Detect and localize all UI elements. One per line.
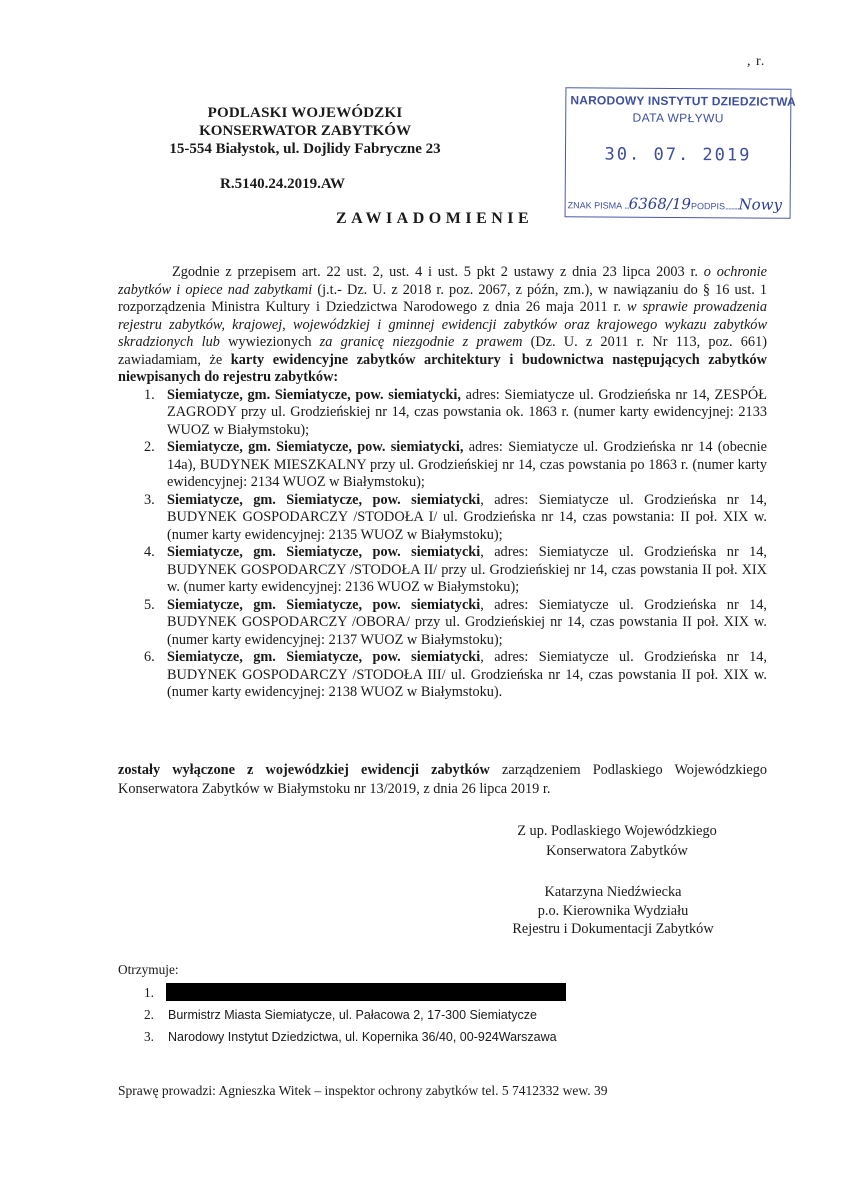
document-title: ZAWIADOMIENIE	[336, 210, 534, 227]
list-item-location: Siemiatycze, gm. Siemiatycze, pow. siemiatycki	[167, 491, 481, 508]
recipient-text: Narodowy Instytut Dziedzictwa, ul. Kopernika 36/40, 00-924Warszawa	[168, 1030, 557, 1044]
signatory	[478, 883, 748, 939]
recipient-number: 2.	[144, 1007, 154, 1022]
recipient-number: 1.	[144, 985, 154, 1000]
stamp-institution: NARODOWY INSTYTUT DZIEDZICTWA	[570, 93, 796, 109]
stamp-sign-value: 6368/19	[628, 194, 692, 214]
intro-text-1: Zgodnie z przepisem art. 22 ust. 2, ust. 4 i ust. 5 pkt 2 ustawy z dnia 23 lipca 2003 r.	[172, 264, 704, 280]
list-item-number: 3.	[144, 491, 155, 508]
list-item-text: , adres: Siemiatycze ul. Grodzieńska nr 14, BUDYNEK GOSPODARCZY /STODOŁA III/ ul. Grodzieńska nr 14, czas powstania II poł. XIX w. (numer karty ewidencyjnej: 2138 WUOZ w Białymstoku).	[167, 649, 767, 700]
list-item	[118, 649, 767, 702]
list-item-text: adres: Siemiatycze ul. Grodzieńska nr 14, ZESPÓŁ ZAGRODY przy ul. Grodzieńskiej nr 14, czas powstania ok. 1863 r. (numer karty ewidencyjnej: 2133 WUOZ w Białymstoku);	[167, 386, 767, 438]
recipients	[118, 962, 718, 1048]
recipient-number: 3.	[144, 1029, 154, 1044]
date-line: , r.	[747, 54, 766, 69]
list-item	[118, 597, 767, 650]
issuer-line-1: PODLASKI WOJEWÓDZKI	[207, 105, 403, 121]
recipient-text: Burmistrz Miasta Siemiatycze, ul. Pałacowa 2, 17-300 Siemiatycze	[168, 1008, 537, 1022]
signature-authority	[472, 821, 762, 861]
list-item-location: Siemiatycze, gm. Siemiatycze, pow. siemiatycki	[167, 596, 481, 613]
intro-text-4: (Dz. U. z 2011 r. Nr 113, poz. 661) zawiadamiam, że	[118, 334, 767, 368]
list-item-location: Siemiatycze, gm. Siemiatycze, pow. siemiatycki	[167, 649, 481, 665]
intro-paragraph	[118, 264, 767, 387]
intro-text-3: wywiezionych	[219, 334, 320, 350]
case-handler-footer: Sprawę prowadzi: Agnieszka Witek – inspektor ochrony zabytków tel. 5 7412332 wew. 39	[118, 1083, 608, 1098]
list-item-text: , adres: Siemiatycze ul. Grodzieńska nr 14, BUDYNEK GOSPODARCZY /STODOŁA I/ ul. Grodzieńska nr 14, czas powstania: II poł. XIX w. (numer karty ewidencyjnej: 2135 WUOZ w Białymstoku);	[167, 491, 767, 543]
recipient-item	[118, 982, 718, 1004]
recipients-header: Otrzymuje:	[118, 962, 179, 977]
recipient-item	[118, 1026, 718, 1048]
intro-italic-3: za granicę niezgodnie z prawem	[319, 334, 523, 350]
stamp-dots-2: .........	[724, 201, 739, 212]
document-body	[118, 264, 767, 702]
stamp-date: 30. 07. 2019	[604, 144, 752, 166]
receipt-stamp	[565, 87, 796, 219]
signature-line-1: Z up. Podlaskiego Wojewódzkiego	[517, 823, 717, 839]
stamp-date-label: DATA WPŁYWU	[632, 110, 724, 126]
intro-bold: karty ewidencyjne zabytków architektury i budownictwa następujących zabytków niewpisanych do rejestru zabytków:	[118, 351, 767, 385]
list-item-text: , adres: Siemiatycze ul. Grodzieńska nr 14, BUDYNEK GOSPODARCZY /OBORA/ przy ul. Grodzieńskiej nr 14, czas powstania II poł. XIX w. (numer karty ewidencyjnej: 2137 WUOZ w Białymstoku);	[167, 596, 767, 648]
list-item-location: Siemiatycze, gm. Siemiatycze, pow. siemiatycki	[167, 544, 481, 560]
list-item-location: Siemiatycze, gm. Siemiatycze, pow. siemiatycki,	[167, 386, 461, 403]
signatory-name: Katarzyna Niedźwiecka	[544, 884, 682, 900]
list-item-number: 6.	[144, 649, 155, 665]
stamp-sign-label: ZNAK PISMA	[567, 200, 622, 211]
stamp-signature-label: PODPIS	[690, 201, 726, 212]
list-item	[118, 492, 767, 545]
stamp-dots: ...	[624, 200, 629, 211]
intro-text-2: (j.t.- Dz. U. z 2018 r. poz. 2067, z późn, zm.), w nawiązaniu do § 16 ust. 1 rozporządzenia Ministra Kultury i Dziedzictwa Narodowego z dnia 26 maja 2011 r.	[118, 281, 767, 315]
list-item-text: adres: Siemiatycze ul. Grodzieńska nr 14 (obecnie 14a), BUDYNEK MIESZKALNY przy ul. Grodzieńskiej nr 14, czas powstania po 1863 r. (numer karty ewidencyjnej: 2134 WUOZ w Białymstoku);	[167, 439, 768, 490]
list-item	[118, 387, 767, 440]
conclusion-bold: zostały wyłączone z wojewódzkiej ewidencji zabytków	[118, 762, 490, 778]
list-item-number: 4.	[144, 544, 155, 560]
list-item-number: 5.	[144, 596, 155, 613]
conclusion-text: zarządzeniem Podlaskiego Wojewódzkiego Konserwatora Zabytków w Białymstoku nr 13/2019, z dnia 26 lipca 2019 r.	[118, 762, 767, 797]
stamp-signature: Nowy	[738, 195, 783, 214]
intro-italic-2: w sprawie prowadzenia rejestru zabytków, krajowej, wojewódzkiej i gminnej ewidencji zabytków oraz krajowego wykazu zabytków skradzionych lub	[118, 299, 767, 350]
list-item-number: 2.	[144, 439, 155, 455]
signatory-role-2: Rejestru i Dokumentacji Zabytków	[512, 921, 714, 937]
list-item	[118, 544, 767, 597]
intro-italic-1: o ochronie zabytków i opiece nad zabytkami	[118, 264, 767, 298]
signature-line-2: Konserwatora Zabytków	[546, 843, 688, 859]
list-item	[118, 439, 767, 492]
issuer-line-2: KONSERWATOR ZABYTKÓW	[199, 123, 411, 139]
list-item-location: Siemiatycze, gm. Siemiatycze, pow. siemiatycki,	[167, 439, 464, 455]
recipient-item	[118, 1004, 718, 1026]
conclusion-paragraph	[118, 761, 767, 799]
signatory-role-1: p.o. Kierownika Wydziału	[537, 902, 689, 919]
reference-number: R.5140.24.2019.AW	[220, 176, 346, 192]
list-item-text: , adres: Siemiatycze ul. Grodzieńska nr 14, BUDYNEK GOSPODARCZY /STODOŁA II/ przy ul. Grodzieńskiej nr 14, czas powstania II poł. XIX w. (numer karty ewidencyjnej: 2136 WUOZ w Białymstoku);	[167, 544, 767, 595]
issuer-address: 15-554 Białystok, ul. Dojlidy Fabryczne 23	[169, 141, 441, 157]
monument-list	[118, 387, 767, 702]
redaction-bar	[166, 983, 566, 1001]
list-item-number: 1.	[144, 386, 155, 403]
stamp-bottom-line	[568, 194, 783, 213]
issuer-header	[150, 104, 460, 158]
